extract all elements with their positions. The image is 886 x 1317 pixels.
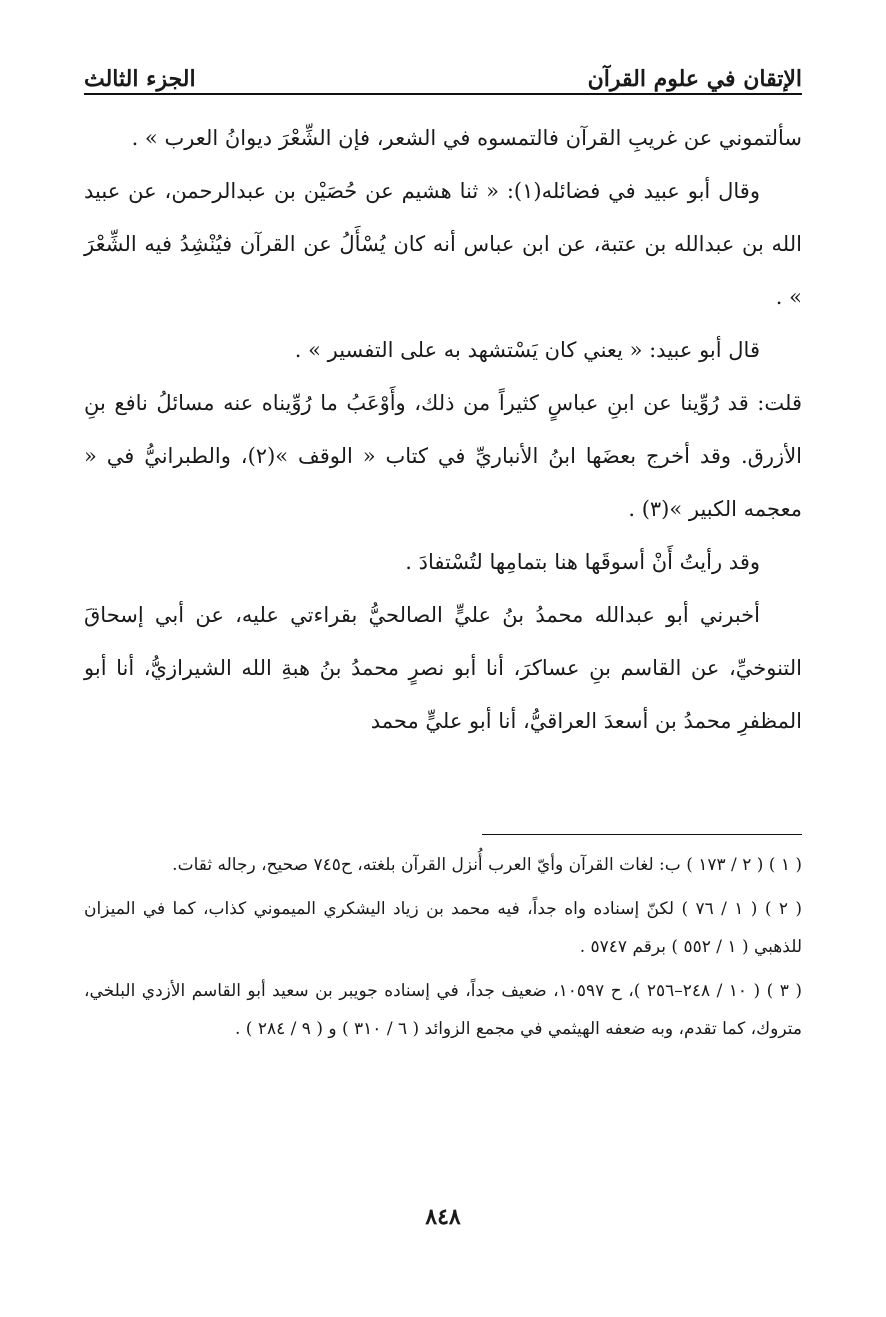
footnote-1: ( ١ ) ( ٢ / ١٧٣ ) ب: لغات القرآن وأيّ العرب أُنزل القرآن بلغته، ح٧٤٥ صحيح، رجاله ثقات.: [172, 855, 802, 875]
paragraph: أخبرني أبو عبدالله محمدُ بنُ عليٍّ الصالحيُّ بقراءتي عليه، عن أبي إسحاقَ التنوخيِّ، عن القاسم بنِ عساكرَ، أنا أبو نصرٍ محمدُ بنُ هبةِ الله الشيرازيُّ، أنا أبو المظفرِ محمدُ بن أسعدَ العراقيُّ، أنا أبو عليٍّ محمد: [84, 603, 802, 733]
paragraph: قلت: قد رُوِّينا عن ابنِ عباسٍ كثيراً من ذلك، وأَوْعَبُ ما رُوِّيناه عنه مسائلُ نافع بنِ الأزرق. وقد أخرج بعضَها ابنُ الأنباريِّ في كتاب « الوقف »(٢)، والطبرانيُّ في « معجمه الكبير »(٣) .: [84, 391, 803, 521]
paragraph: وقد رأيتُ أَنْ أسوقَها هنا بتمامِها لتُسْتفادَ .: [405, 550, 760, 574]
paragraph: وقال أبو عبيد في فضائله(١): « ثنا هشيم عن حُصَيْن بن عبدالرحمن، عن عبيد الله بن عبدالله بن عتبة، عن ابن عباس أنه كان يُسْأَلُ عن القرآن فيُنْشِدُ فيه الشِّعْرَ » .: [84, 179, 802, 309]
header-rule: [84, 93, 802, 95]
footnote-3: ( ٣ ) ( ١٠ / ٢٤٨–٢٥٦ )، ح ١٠٥٩٧، ضعيف جداً، في إسناده جويبر بن سعيد أبو القاسم الأزدي البلخي، متروك، كما تقدم، وبه ضعفه الهيثمي في مجمع الزوائد ( ٦ / ٣١٠ ) و ( ٩ / ٢٨٤ ) .: [84, 981, 802, 1039]
running-header: [84, 48, 802, 92]
footnotes: [84, 846, 802, 1054]
volume-label: الجزء الثالث: [84, 66, 196, 92]
footnote-separator: [482, 834, 802, 835]
page-number: ٨٤٨: [425, 1204, 461, 1230]
paragraph: قال أبو عبيد: « يعني كان يَسْتشهد به على التفسير » .: [294, 338, 760, 362]
book-title: الإتقان في علوم القرآن: [587, 66, 802, 92]
footnote-2: ( ٢ ) ( ١ / ٧٦ ) لكنّ إسناده واه جداً، فيه محمد بن زياد اليشكري الميموني كذاب، كما في الميزان للذهبي ( ١ / ٥٥٢ ) برقم ٥٧٤٧ .: [84, 899, 803, 957]
paragraph: سألتموني عن غريبِ القرآن فالتمسوه في الشعر، فإن الشِّعْرَ ديوانُ العرب » .: [131, 126, 802, 150]
main-text: [84, 112, 802, 748]
